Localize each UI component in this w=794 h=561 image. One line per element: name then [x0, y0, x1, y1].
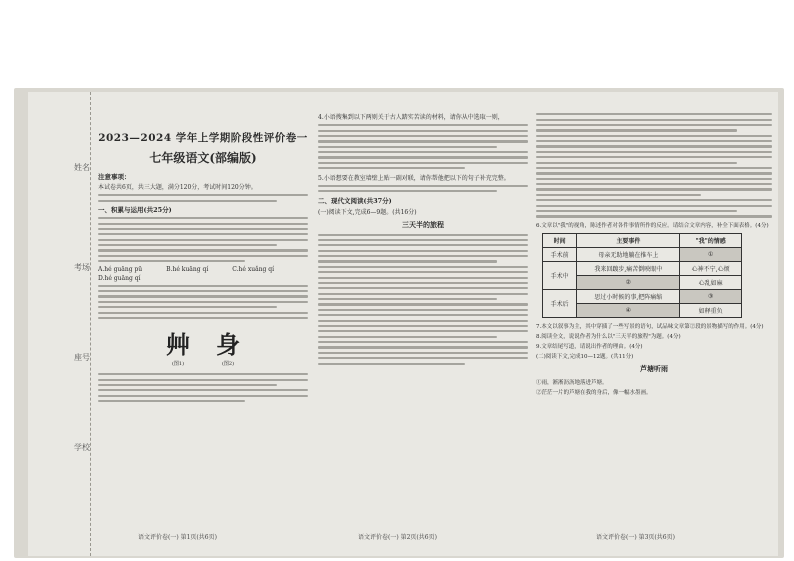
- part2-heading: 二、现代文阅读(共37分): [318, 196, 392, 205]
- text-line: [98, 228, 308, 230]
- text-line: [98, 395, 308, 397]
- option-c: C.hé xuǎng qí: [232, 265, 275, 273]
- text-line: [318, 336, 497, 338]
- text-line: [318, 162, 528, 164]
- text-line: [318, 287, 528, 289]
- text-line: [98, 200, 277, 202]
- text-line: [318, 255, 528, 257]
- text-line: [318, 346, 528, 348]
- text-line: [318, 156, 528, 158]
- table-cell: 母亲无助地躺在推车上: [577, 247, 680, 261]
- text-line: [318, 330, 528, 332]
- text-line: [318, 303, 528, 305]
- exam-title: 2023—2024 学年上学期阶段性评价卷一: [98, 132, 308, 144]
- page-footer-1: 语文评价卷(一) 第1页(共6页): [138, 534, 217, 541]
- text-line: [98, 217, 308, 219]
- text-line: [98, 249, 308, 251]
- text-line: [536, 199, 772, 201]
- text-line: [536, 156, 772, 158]
- page-column-1: [98, 110, 308, 544]
- text-line: [536, 135, 772, 137]
- table-row: [543, 261, 742, 275]
- text-line: [536, 113, 772, 115]
- text-line: [536, 183, 772, 185]
- part2b-heading: (二)阅读下文,完成10—12题。(共11分): [536, 353, 634, 360]
- table-cell: 思过小时候的事,把阵痛缩: [577, 289, 680, 303]
- text-line: [536, 194, 701, 196]
- table-cell: 手术前: [543, 247, 577, 261]
- binding-margin: [28, 92, 91, 556]
- margin-label-school: 学校: [74, 443, 90, 452]
- table-cell: 我来回踱步,痛苦倒映眼中: [577, 261, 680, 275]
- text-line: [318, 151, 528, 153]
- option-d: D.hé guāng qí: [98, 274, 141, 282]
- text-line: [318, 260, 497, 262]
- ancient-glyph-figures: [98, 325, 308, 367]
- text-line: [98, 400, 245, 402]
- answer-blank[interactable]: ②: [577, 275, 680, 289]
- passage-title: 三天半的旅程: [402, 219, 444, 229]
- part1-heading: 一、积累与运用(共25分): [98, 205, 172, 214]
- text-line: [536, 145, 772, 147]
- answer-blank[interactable]: ①: [680, 247, 742, 261]
- table-row: [543, 247, 742, 261]
- option-b: B.hé kuāng qí: [166, 265, 209, 273]
- text-line: [98, 301, 308, 303]
- text-line: [536, 178, 772, 180]
- text-line: [536, 119, 772, 121]
- text-line: [536, 188, 772, 190]
- text-line: [318, 309, 528, 311]
- text-line: [98, 389, 308, 391]
- page-column-2: [318, 110, 528, 544]
- table-cell: 手术中: [543, 261, 577, 289]
- text-line: [318, 190, 497, 192]
- exam-info: 本试卷共6页，共三大题，满分120分，考试时间120分钟。: [98, 184, 257, 191]
- text-line: [318, 266, 528, 268]
- margin-label-seat: 座号: [74, 353, 90, 362]
- part2-sub-heading: (一)阅读下文,完成6—9题。(共16分): [318, 208, 417, 216]
- text-line: [536, 129, 737, 131]
- question-9: 9.文章结尾写道，请说出作者的理由。(4分): [536, 343, 643, 350]
- margin-label-room: 考场: [74, 263, 90, 272]
- text-line: [98, 306, 277, 308]
- text-line: [318, 239, 528, 241]
- text-line: [536, 215, 772, 217]
- text-line: [318, 130, 528, 132]
- text-line: [98, 312, 308, 314]
- text-line: [318, 185, 528, 187]
- q1-options: [98, 266, 308, 282]
- text-line: [318, 271, 528, 273]
- text-line: [98, 233, 308, 235]
- page-column-3: [536, 110, 772, 544]
- text-line: [98, 194, 308, 196]
- text-line: [536, 140, 772, 142]
- question-4: 4.小语搜集到以下两则关于古人踏实苦读的材料，请你从中选取一则，: [318, 114, 504, 121]
- text-line: [536, 162, 737, 164]
- text-line: [318, 357, 528, 359]
- question-6: 6.文章以"我"的视角，陈述作者对各件事情所作的反应。请结合文章内容，补全下面表格。(4分): [536, 222, 769, 229]
- table-cell: 心乱如麻: [680, 275, 742, 289]
- text-line: [98, 290, 308, 292]
- text-line: [536, 124, 772, 126]
- ancient-glyph-icon: ⾝: [216, 330, 240, 360]
- text-line: [318, 314, 528, 316]
- page-footer-2: 语文评价卷(一) 第2页(共6页): [358, 534, 437, 541]
- text-line: [98, 239, 308, 241]
- text-line: [318, 167, 465, 169]
- text-line: [98, 373, 308, 375]
- text-line: [98, 223, 308, 225]
- text-line: [536, 210, 737, 212]
- table-header: 主要事件: [577, 233, 680, 247]
- text-line: [98, 379, 308, 381]
- margin-label-name: 姓名: [74, 163, 90, 172]
- passage2-title: 芦塘听雨: [640, 363, 668, 373]
- table-cell: 心神不宁,心烦: [680, 261, 742, 275]
- table-cell: 如释重负: [680, 303, 742, 317]
- table-header-row: [543, 233, 742, 247]
- text-line: [318, 298, 497, 300]
- passage2-line-1: ①雨，淅淅沥沥地落进芦塘。: [536, 379, 608, 386]
- question-7: 7.本文以叙事为主，其中穿插了一些写景的语句，试品味文章第②段的景物描写的作用。(4分): [536, 323, 764, 330]
- text-line: [318, 135, 528, 137]
- text-line: [318, 146, 497, 148]
- table-cell: 手术后: [543, 289, 577, 317]
- text-line: [318, 277, 528, 279]
- figure-caption: (图1): [171, 361, 185, 368]
- question-8: 8.阅读全文，说说作者为什么以"三天半的旅程"为题。(4分): [536, 333, 681, 340]
- text-line: [98, 295, 308, 297]
- plot-table: [542, 233, 742, 318]
- text-line: [536, 151, 772, 153]
- text-line: [318, 244, 528, 246]
- text-line: [318, 325, 528, 327]
- page-footer-3: 语文评价卷(一) 第3页(共6页): [596, 534, 675, 541]
- exam-paper: [28, 92, 778, 556]
- question-5: 5.小语想要在教室墙壁上贴一副对联，请你帮他把以下的句子补充完整。: [318, 174, 510, 182]
- text-line: [318, 352, 528, 354]
- text-line: [318, 140, 528, 142]
- table-row: [543, 289, 742, 303]
- text-line: [318, 250, 528, 252]
- text-line: [536, 167, 772, 169]
- ancient-glyph-icon: ⾋: [166, 330, 190, 360]
- table-header: "我"的情感: [680, 233, 742, 247]
- option-a: A.hé guāng pū: [98, 265, 143, 273]
- text-line: [318, 341, 528, 343]
- text-line: [98, 255, 308, 257]
- text-line: [318, 282, 528, 284]
- text-line: [98, 260, 245, 262]
- text-line: [318, 293, 528, 295]
- text-line: [98, 384, 277, 386]
- text-line: [98, 244, 277, 246]
- text-line: [536, 205, 772, 207]
- text-line: [318, 363, 465, 365]
- text-line: [318, 124, 528, 126]
- text-line: [98, 285, 308, 287]
- table-header: 时间: [543, 233, 577, 247]
- exam-subtitle: 七年级语文(部编版): [149, 151, 257, 165]
- text-line: [536, 172, 772, 174]
- answer-blank[interactable]: ④: [577, 303, 680, 317]
- text-line: [318, 320, 528, 322]
- answer-blank[interactable]: ③: [680, 289, 742, 303]
- text-line: [318, 234, 528, 236]
- passage2-line-2: ②茫茫一片的芦塘在我的身后，像一幅水墨画。: [536, 389, 652, 396]
- text-line: [98, 317, 308, 319]
- figure-caption: (图2): [221, 361, 235, 368]
- notice-heading: 注意事项：: [98, 173, 131, 181]
